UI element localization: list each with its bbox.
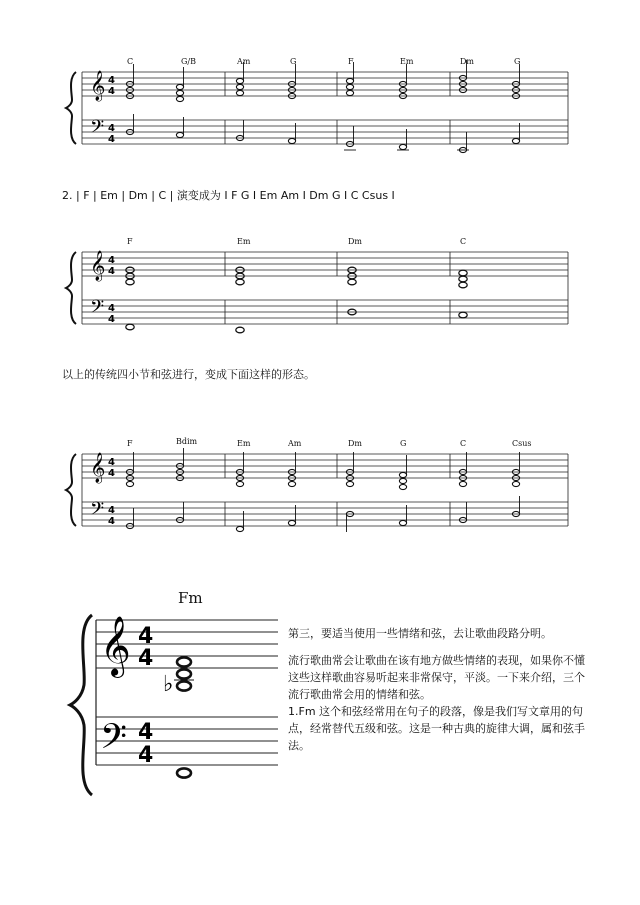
- chord-label: Bdim: [176, 437, 198, 446]
- brace-icon: [66, 454, 76, 526]
- chord-notes: [126, 463, 519, 489]
- bass-staff-lines: [82, 120, 568, 144]
- chord-label: G: [400, 439, 407, 448]
- barlines: [82, 252, 568, 324]
- ts-bass-bottom: 4: [108, 134, 115, 145]
- transition-text: 以上的传统四小节和弦进行，变成下面这样的形态。: [62, 368, 315, 381]
- chord-label: Csus: [512, 439, 532, 448]
- score-3-svg: [0, 432, 640, 542]
- ts-treble-top: 4: [108, 75, 115, 86]
- explanation-paragraph: [288, 625, 588, 754]
- score-1: [0, 50, 640, 160]
- ts-treble-bottom: 4: [138, 646, 154, 671]
- fm-bass-note: [177, 768, 191, 777]
- chord-label: C: [460, 237, 467, 246]
- chord-label: G: [514, 57, 521, 66]
- treble-staff-lines: [82, 454, 568, 478]
- treble-clef-icon: 𝄞: [100, 616, 131, 676]
- ts-bass-top: 4: [108, 123, 115, 134]
- progression-text: 2. | F | Em | Dm | C | 演变成为 I F G I Em Am I Dm G I C Csus I: [62, 189, 395, 202]
- ts-treble-top: 4: [108, 457, 115, 468]
- barlines: [82, 72, 568, 144]
- chord-label: F: [348, 57, 354, 66]
- paragraph-fm: 1.Fm 这个和弦经常用在句子的段落，像是我们写文章用的句点，经常替代五级和弦。这是一种古典的旋律大调，属和弦手法。: [288, 705, 585, 752]
- ts-bass-bottom: 4: [108, 516, 115, 527]
- fm-chord-notes: [177, 657, 191, 690]
- treble-staff-lines: [82, 252, 568, 276]
- bass-notes: [126, 511, 519, 531]
- barlines: [82, 454, 568, 526]
- bass-staff-lines: [82, 502, 568, 526]
- ts-treble-bottom: 4: [108, 86, 115, 97]
- paragraph-intro: 第三，要适当使用一些情绪和弦，去让歌曲段路分明。: [288, 627, 552, 640]
- bass-clef-icon: 𝄢: [90, 117, 105, 142]
- bass-clef-icon: 𝄢: [90, 499, 105, 524]
- treble-clef-icon: 𝄞: [90, 251, 106, 281]
- bass-clef-icon: 𝄢: [100, 716, 128, 765]
- ts-bass-top: 4: [138, 720, 154, 745]
- chord-label: Am: [288, 439, 302, 448]
- score-1-svg: [0, 50, 640, 160]
- score-2: [0, 230, 640, 340]
- chord-label: Em: [237, 237, 251, 246]
- treble-clef-icon: 𝄞: [90, 71, 106, 101]
- ts-treble-bottom: 4: [108, 266, 115, 277]
- chord-label: F: [127, 237, 133, 246]
- ts-treble-top: 4: [138, 624, 154, 649]
- chord-label: Am: [237, 57, 251, 66]
- flat-icon: ♭: [163, 672, 174, 697]
- ts-bass-top: 4: [108, 303, 115, 314]
- treble-clef-icon: 𝄞: [90, 453, 106, 483]
- ts-treble-top: 4: [108, 255, 115, 266]
- ts-bass-top: 4: [108, 505, 115, 516]
- fm-chord-label: Fm: [178, 589, 203, 607]
- bass-staff-lines: [82, 300, 568, 324]
- brace-icon: [66, 252, 76, 324]
- chord-notes: [126, 75, 519, 101]
- chord-label: Dm: [348, 439, 362, 448]
- brace-icon: [66, 72, 76, 144]
- chord-label: G/B: [181, 57, 196, 66]
- ts-bass-bottom: 4: [108, 314, 115, 325]
- chord-label: Dm: [460, 57, 474, 66]
- chord-label: Em: [237, 439, 251, 448]
- chord-label: F: [127, 439, 133, 448]
- chord-label: C: [460, 439, 467, 448]
- ts-treble-bottom: 4: [108, 468, 115, 479]
- bass-notes: [126, 129, 519, 152]
- fm-example: [0, 585, 290, 815]
- score-2-svg: [0, 230, 640, 340]
- score-3: [0, 432, 640, 542]
- fm-example-svg: [0, 585, 290, 815]
- chord-stems: [134, 448, 520, 475]
- chord-label: Dm: [348, 237, 362, 246]
- chord-label: C: [127, 57, 134, 66]
- treble-staff-lines: [82, 72, 568, 96]
- brace-icon: [70, 615, 92, 795]
- ts-bass-bottom: 4: [138, 743, 154, 768]
- chord-label: Em: [400, 57, 414, 66]
- chord-label: G: [290, 57, 297, 66]
- paragraph-body: 流行歌曲常会让歌曲在该有地方做些情绪的表现，如果你不懂这些这样歌曲容易听起来非常保守，平淡。一下来介绍，三个流行歌曲常会用的情绪和弦。: [288, 654, 585, 701]
- bass-clef-icon: 𝄢: [90, 297, 105, 322]
